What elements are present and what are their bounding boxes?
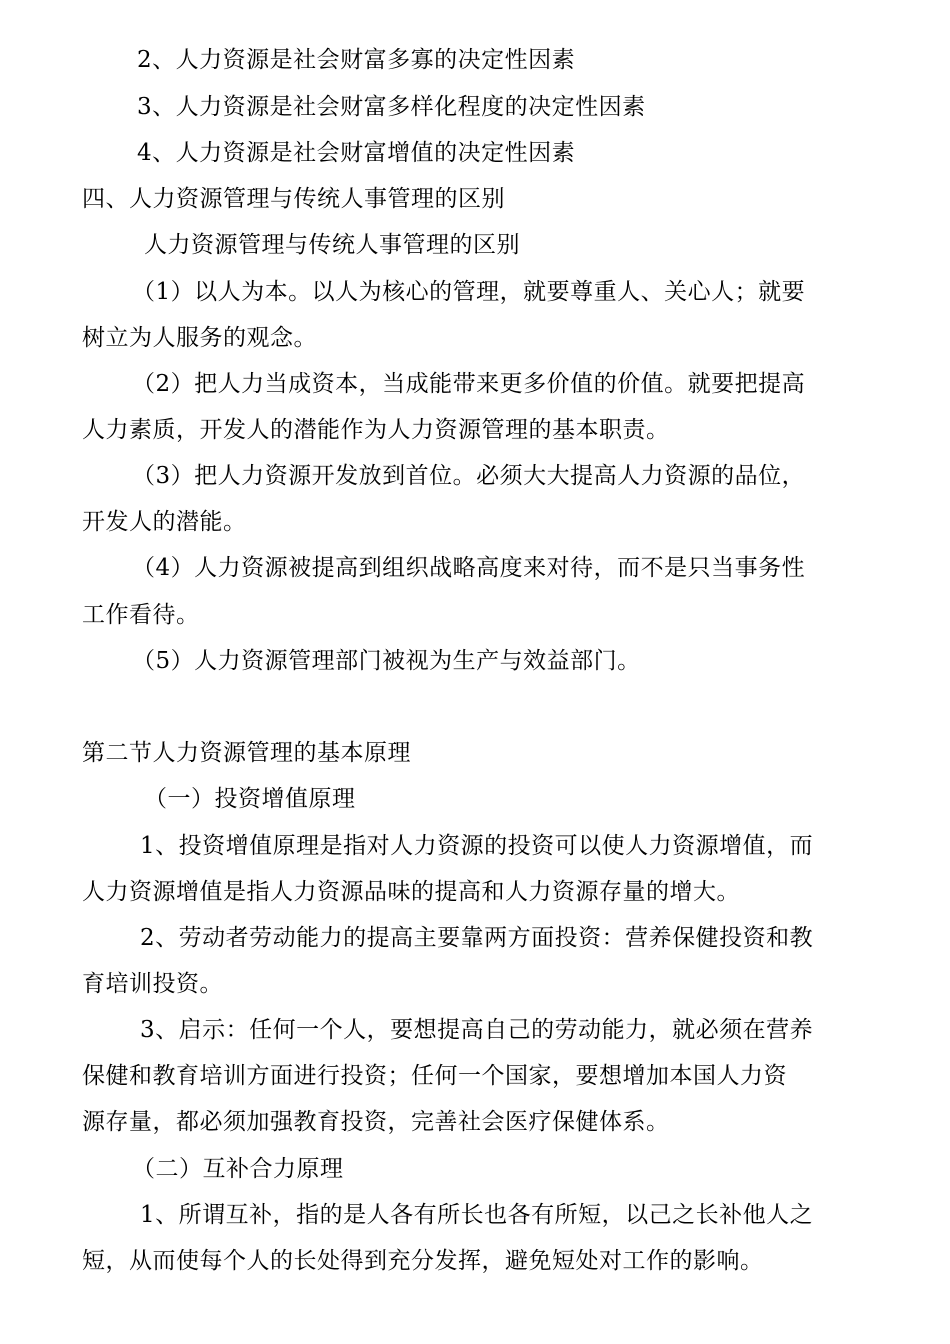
text-line: 1、所谓互补，指的是人各有所长也各有所短，以己之长补他人之 xyxy=(140,1202,814,1228)
subsection-heading: （二）互补合力原理 xyxy=(132,1156,344,1182)
text-line: 2、人力资源是社会财富多寡的决定性因素 xyxy=(137,47,576,73)
section-heading: 四、人力资源管理与传统人事管理的区别 xyxy=(82,186,505,212)
text-line: （3）把人力资源开发放到首位。必须大大提高人力资源的品位， xyxy=(132,463,806,489)
text-line: （1）以人为本。以人为核心的管理，就要尊重人、关心人；就要 xyxy=(132,279,806,305)
text-line: 3、启示：任何一个人，要想提高自己的劳动能力，就必须在营养 xyxy=(140,1017,814,1043)
text-line: （4）人力资源被提高到组织战略高度来对待，而不是只当事务性 xyxy=(132,555,806,581)
section-heading: 第二节人力资源管理的基本原理 xyxy=(82,740,411,766)
text-line: 3、人力资源是社会财富多样化程度的决定性因素 xyxy=(137,94,646,120)
text-line: （5）人力资源管理部门被视为生产与效益部门。 xyxy=(132,648,641,674)
text-line: 2、劳动者劳动能力的提高主要靠两方面投资：营养保健投资和教 xyxy=(140,925,814,951)
text-line: 保健和教育培训方面进行投资；任何一个国家，要想增加本国人力资 xyxy=(82,1063,787,1089)
text-line: 开发人的潜能。 xyxy=(82,509,247,535)
text-line: 工作看待。 xyxy=(82,602,200,628)
text-line: 短，从而使每个人的长处得到充分发挥，避免短处对工作的影响。 xyxy=(82,1248,764,1274)
text-line: 育培训投资。 xyxy=(82,971,223,997)
text-line: 源存量，都必须加强教育投资，完善社会医疗保健体系。 xyxy=(82,1109,670,1135)
text-line: 人力资源增值是指人力资源品味的提高和人力资源存量的增大。 xyxy=(82,879,740,905)
subsection-heading: （一）投资增值原理 xyxy=(144,786,356,812)
text-line: 人力素质，开发人的潜能作为人力资源管理的基本职责。 xyxy=(82,417,670,443)
text-line: 1、投资增值原理是指对人力资源的投资可以使人力资源增值，而 xyxy=(140,833,814,859)
text-line: 4、人力资源是社会财富增值的决定性因素 xyxy=(137,140,576,166)
text-line: 树立为人服务的观念。 xyxy=(82,325,317,351)
text-line: （2）把人力当成资本，当成能带来更多价值的价值。就要把提高 xyxy=(132,371,806,397)
text-line: 人力资源管理与传统人事管理的区别 xyxy=(144,232,520,258)
